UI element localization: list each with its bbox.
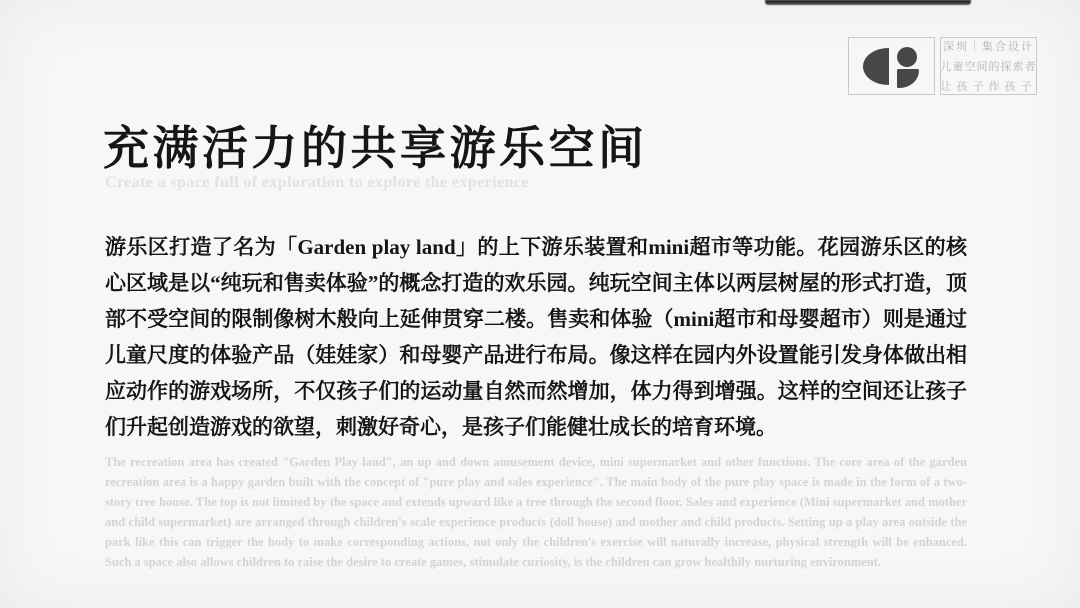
logo-dot-icon — [897, 47, 917, 67]
brand-tagline-line-3: 让孩子作孩子 — [940, 81, 1037, 93]
page-title: 充满活力的共享游乐空间 — [103, 122, 648, 174]
body-paragraph-english: The recreation area has created "Garden Play land", an up and down amusement device, mini supermarket and other functions. The core area of the garden recreation area is a happy garden built with the concept of "pure play and sales experience". The main body of the pure play space is made in the form of a two-story tree house. The top is not limited by the space and extends upward like a tree through the second floor. Sales and experience (Mini supermarket and mother and child supermarket) are arranged through children's scale experience products (doll house) and mother and child products. Setting up a play area outside the park like this can trigger the body to make corresponding actions, not only the children's exercise will naturally increase, physical strength will be enhanced. Such a space also allows children to raise the desire to create games, stimulate curiosity, is the children can grow healthily nurturing environment. — [105, 455, 967, 569]
page-subtitle: Create a space full of exploration to explore the experience — [105, 174, 529, 191]
top-edge-bar — [765, 0, 971, 5]
brand-area — [848, 37, 1037, 95]
brand-logo — [848, 37, 935, 95]
brand-tagline-box — [940, 37, 1037, 95]
brand-tagline-line-2: 儿童空间的探索者 — [940, 61, 1037, 73]
logo-quarter-icon — [897, 69, 919, 88]
brand-tagline-line-1: 深圳｜集合设计 — [943, 41, 1034, 53]
body-paragraph-chinese: 游乐区打造了名为「Garden play land」的上下游乐装置和mini超市等功能。花园游乐区的核心区域是以“纯玩和售卖体验”的概念打造的欢乐园。纯玩空间主体以两层树屋的形式打造，顶部不受空间的限制像树木般向上延伸贯穿二楼。售卖和体验（mini超市和母婴超市）则是通过儿童尺度的体验产品（娃娃家）和母婴产品进行布局。像这样在园内外设置能引发身体做出相应动作的游戏场所，不仅孩子们的运动量自然而然增加，体力得到增强。这样的空间还让孩子们升起创造游戏的欲望，刺激好奇心，是孩子们能健壮成长的培育环境。 — [105, 235, 967, 439]
logo-halfdisc-icon — [863, 48, 889, 85]
